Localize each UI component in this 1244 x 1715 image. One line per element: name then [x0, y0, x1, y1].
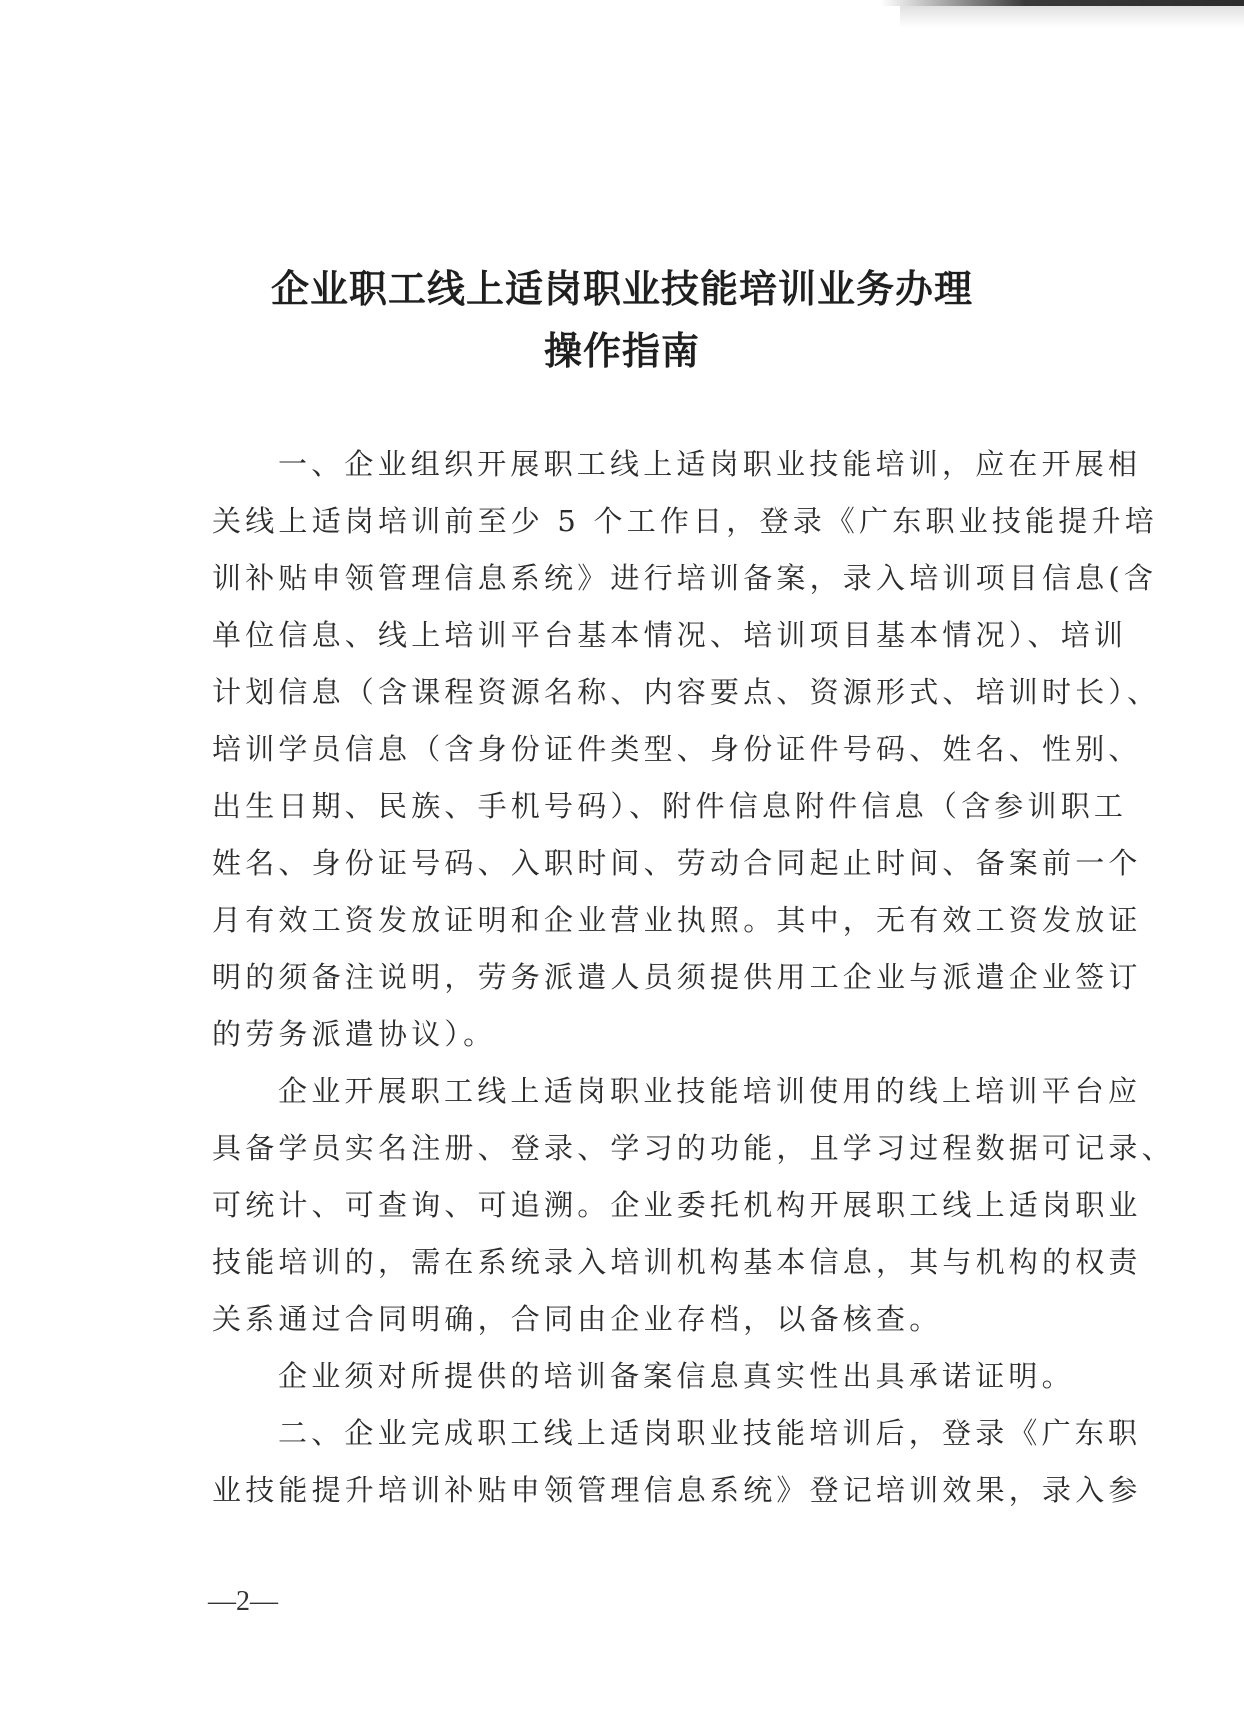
body-line: 关系通过合同明确，合同由企业存档，以备核查。 [212, 1302, 943, 1336]
body-line: 具备学员实名注册、登录、学习的功能，且学习过程数据可记录、 [212, 1131, 1175, 1165]
body-line: 技能培训的，需在系统录入培训机构基本信息，其与机构的权责 [212, 1245, 1142, 1279]
body-line: 计划信息（含课程资源名称、内容要点、资源形式、培训时长）、 [212, 675, 1161, 709]
body-line: 培训学员信息（含身份证件类型、身份证件号码、姓名、性别、 [212, 732, 1142, 766]
body-line: 明的须备注说明，劳务派遣人员须提供用工企业与派遣企业签订 [212, 960, 1142, 994]
body-line: 二、企业完成职工线上适岗职业技能培训后，登录《广东职 [278, 1416, 1142, 1450]
body-line: 的劳务派遣协议）。 [212, 1017, 497, 1051]
body-line: 企业须对所提供的培训备案信息真实性出具承诺证明。 [278, 1359, 1075, 1393]
page-number: —2— [208, 1586, 278, 1617]
body-line: 出生日期、民族、手机号码）、附件信息附件信息（含参训职工 [212, 789, 1128, 823]
body-line: 一、企业组织开展职工线上适岗职业技能培训，应在开展相 [278, 447, 1142, 481]
body-line: 姓名、身份证号码、入职时间、劳动合同起止时间、备案前一个 [212, 846, 1142, 880]
body-line: 单位信息、线上培训平台基本情况、培训项目基本情况）、培训 [212, 618, 1128, 652]
document-body [212, 436, 1175, 1519]
body-line: 企业开展职工线上适岗职业技能培训使用的线上培训平台应 [278, 1074, 1142, 1108]
document-title-line-1: 企业职工线上适岗职业技能培训业务办理 [270, 267, 973, 311]
body-line: 业技能提升培训补贴申领管理信息系统》登记培训效果，录入参 [212, 1473, 1142, 1507]
document-title-line-2: 操作指南 [543, 329, 700, 373]
body-line: 关线上适岗培训前至少 5 个工作日，登录《广东职业技能提升培 [212, 504, 1158, 538]
body-line: 可统计、可查询、可追溯。企业委托机构开展职工线上适岗职业 [212, 1188, 1142, 1222]
body-line: 训补贴申领管理信息系统》进行培训备案，录入培训项目信息(含 [212, 561, 1158, 595]
body-line: 月有效工资发放证明和企业营业执照。其中，无有效工资发放证 [212, 903, 1142, 937]
